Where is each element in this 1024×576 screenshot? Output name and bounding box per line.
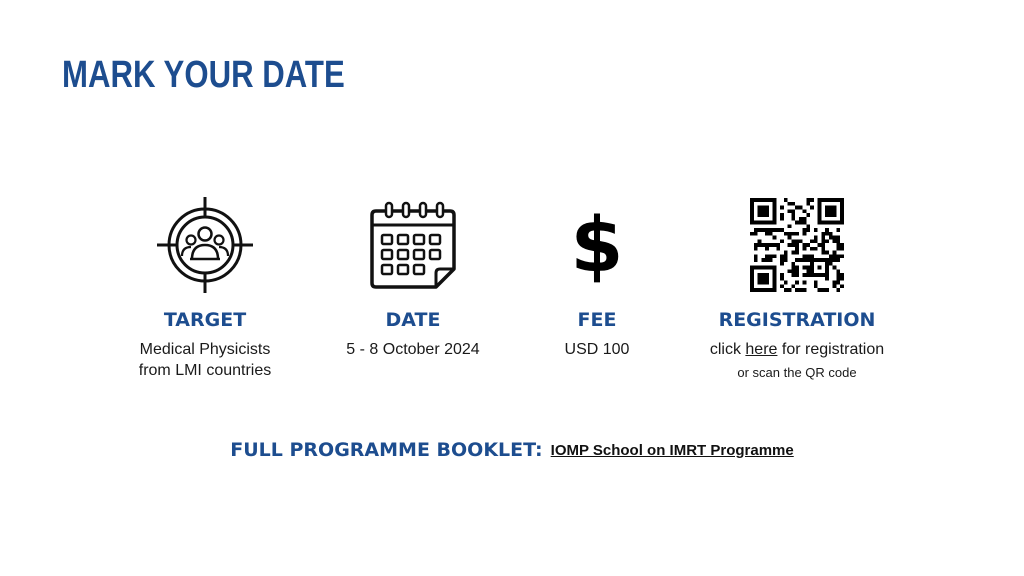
target-line-2: from LMI countries bbox=[138, 362, 272, 379]
dollar-glyph: $ bbox=[570, 200, 624, 289]
date-text: 5 - 8 October 2024 bbox=[346, 341, 480, 358]
fee-text: USD 100 bbox=[564, 341, 630, 358]
registration-note: or scan the QR code bbox=[737, 365, 857, 380]
target-people-icon bbox=[125, 195, 285, 295]
registration-section bbox=[697, 195, 897, 380]
booklet-row bbox=[0, 439, 1024, 461]
fee-section bbox=[537, 195, 657, 360]
registration-prefix: click bbox=[709, 341, 746, 358]
target-line-1: Medical Physicists bbox=[139, 341, 271, 358]
registration-suffix: for registration bbox=[777, 341, 885, 358]
registration-text bbox=[697, 339, 897, 360]
qr-code-icon[interactable] bbox=[697, 195, 897, 295]
registration-heading: REGISTRATION bbox=[718, 309, 876, 331]
booklet-link[interactable]: IOMP School on IMRT Programme bbox=[550, 441, 794, 459]
booklet-label: FULL PROGRAMME BOOKLET: bbox=[230, 439, 543, 461]
page-title: MARK YOUR DATE bbox=[62, 54, 345, 96]
calendar-icon bbox=[333, 195, 493, 295]
date-section bbox=[333, 195, 493, 360]
fee-heading: FEE bbox=[577, 309, 617, 331]
target-section bbox=[125, 195, 285, 381]
target-heading: TARGET bbox=[163, 309, 247, 331]
date-heading: DATE bbox=[385, 309, 441, 331]
registration-link[interactable]: here bbox=[745, 341, 778, 358]
dollar-icon bbox=[537, 195, 657, 295]
target-description bbox=[125, 339, 285, 381]
